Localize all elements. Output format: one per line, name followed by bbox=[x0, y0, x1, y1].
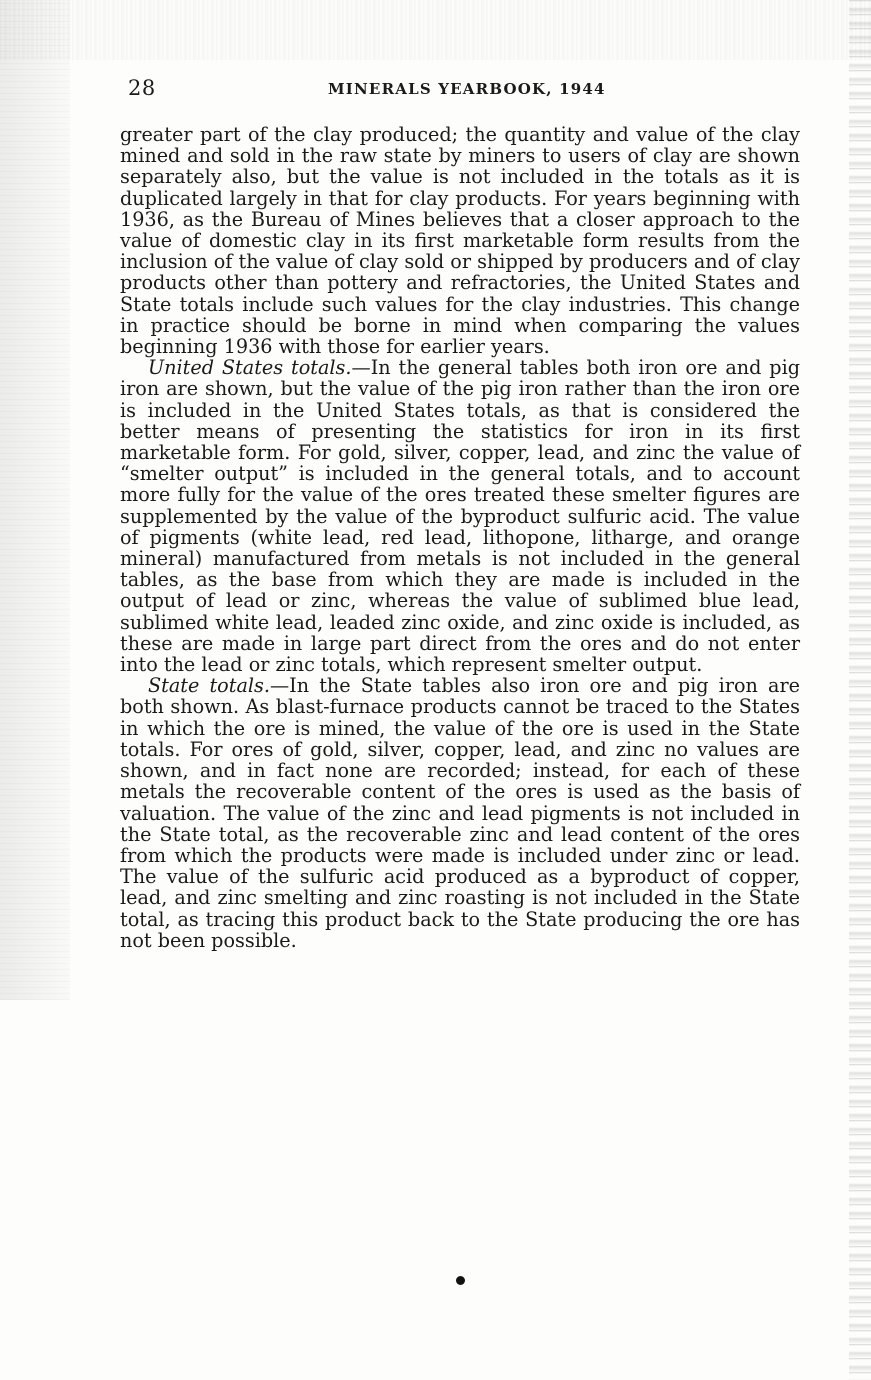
scan-noise-right bbox=[849, 0, 871, 1380]
running-title: MINERALS YEARBOOK, 1944 bbox=[328, 80, 606, 98]
scan-noise-top bbox=[0, 0, 871, 60]
paragraph-text: —In the general tables both iron ore and pig iron are shown, but the value of the pig iron rather than the iron ore is included in the United States totals, as that is considered the better means of presenting the statistics for iron in its first marketable form. For gold, silver, copper, lead, and zinc the value of “smelter output” is included in the general totals, and to account more fully for the value of the ores treated these smelter figures are supplemented by the value of the byproduct sulfuric acid. The value of pigments (white lead, red lead, lithopone, litharge, and orange mineral) manufactured from metals is not included in the general tables, as the base from which they are made is included in the output of lead or zinc, whereas the value of sublimed blue lead, sublimed white lead, leaded zinc oxide, and zinc oxide is included, as these are made in large part direct from the ores and do not enter into the lead or zinc totals, which represent smelter output. bbox=[120, 356, 800, 677]
scan-noise-left bbox=[0, 0, 70, 1000]
paragraph-state-totals bbox=[120, 675, 800, 951]
run-in-heading: United States totals. bbox=[148, 356, 352, 380]
paragraph-text: greater part of the clay produced; the quantity and value of the clay mined and sold in the raw state by miners to users of clay are shown separately also, but the value is not included in the totals as it is duplicated largely in that for clay products. For years beginning with 1936, as the Bureau of Mines believes that a closer approach to the value of domestic clay in its first marketable form results from the inclusion of the value of clay sold or shipped by producers and of clay products other than pottery and refractories, the United States and State totals include such values for the clay industries. This change in practice should be borne in mind when comparing the values beginning 1936 with those for earlier years. bbox=[120, 123, 800, 359]
paragraph-clay-totals bbox=[120, 124, 800, 357]
body-text bbox=[120, 124, 800, 951]
run-in-heading: State totals. bbox=[148, 674, 270, 698]
page-header bbox=[128, 76, 798, 100]
ink-dot-mark bbox=[456, 1276, 465, 1285]
page-number: 28 bbox=[128, 76, 156, 100]
paragraph-united-states-totals bbox=[120, 357, 800, 675]
paragraph-text: —In the State tables also iron ore and pig iron are both shown. As blast-furnace products cannot be traced to the States in which the ore is mined, the value of the ore is used in the State totals. For ores of gold, silver, copper, lead, and zinc no values are shown, and in fact none are recorded; instead, for each of these metals the recoverable content of the ores is used as the basis of valuation. The value of the zinc and lead pigments is not included in the State total, as the recoverable zinc and lead content of the ores from which the products were made is included under zinc or lead. The value of the sulfuric acid produced as a byproduct of copper, lead, and zinc smelting and zinc roasting is not included in the State total, as tracing this product back to the State producing the ore has not been possible. bbox=[120, 674, 800, 952]
